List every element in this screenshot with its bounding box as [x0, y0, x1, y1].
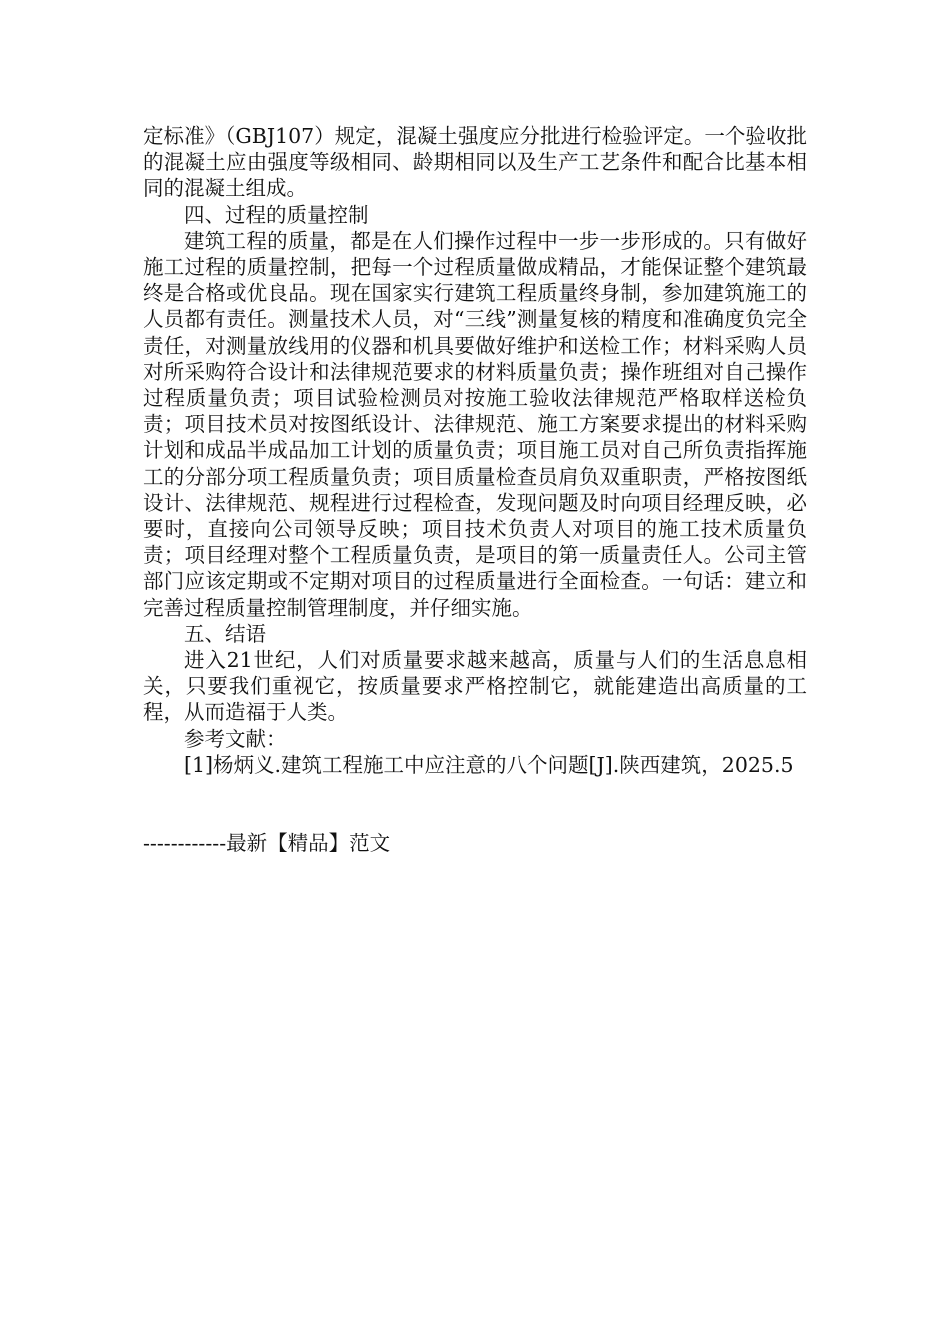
reference-item-1: [1]杨炳义.建筑工程施工中应注意的八个问题[J].陕西建筑，2025.5 [184, 752, 794, 777]
section-5-heading: 五、结语 [184, 621, 266, 646]
section-5-body: 进入21世纪，人们对质量要求越来越高，质量与人们的生活息息相关，只要我们重视它，按质量要求严格控制它，就能建造出高质量的工程，从而造福于人类。 [143, 648, 807, 725]
references-heading: 参考文献： [184, 726, 287, 751]
footer-text: ------------最新【精品】范文 [143, 831, 391, 856]
continued-paragraph: 定标准》（GBJ107）规定，混凝土强度应分批进行检验评定。一个验收批的混凝土应由强度等级相同、龄期相同以及生产工艺条件和配合比基本相同的混凝土组成。 [143, 124, 807, 201]
document-page [143, 123, 807, 856]
section-4-body: 建筑工程的质量，都是在人们操作过程中一步一步形成的。只有做好施工过程的质量控制，把每一个过程质量做成精品，才能保证整个建筑最终是合格或优良品。现在国家实行建筑工程质量终身制，参加建筑施工的人员都有责任。测量技术人员，对“三线”测量复核的精度和准确度负完全责任，对测量放线用的仪器和机具要做好维护和送检工作；材料采购人员对所采购符合设计和法律规范要求的材料质量负责；操作班组对自己操作过程质量负责；项目试验检测员对按施工验收法律规范严格取样送检负责；项目技术员对按图纸设计、法律规范、施工方案要求提出的材料采购计划和成品半成品加工计划的质量负责；项目施工员对自己所负责指挥施工的分部分项工程质量负责；项目质量检查员肩负双重职责，严格按图纸设计、法律规范、规程进行过程检查，发现问题及时向项目经理反映，必要时，直接向公司领导反映；项目技术负责人对项目的施工技术质量负责；项目经理对整个工程质量负责，是项目的第一质量责任人。公司主管部门应该定期或不定期对项目的过程质量进行全面检查。一句话：建立和完善过程质量控制管理制度，并仔细实施。 [143, 228, 807, 620]
section-4-heading: 四、过程的质量控制 [184, 202, 369, 227]
